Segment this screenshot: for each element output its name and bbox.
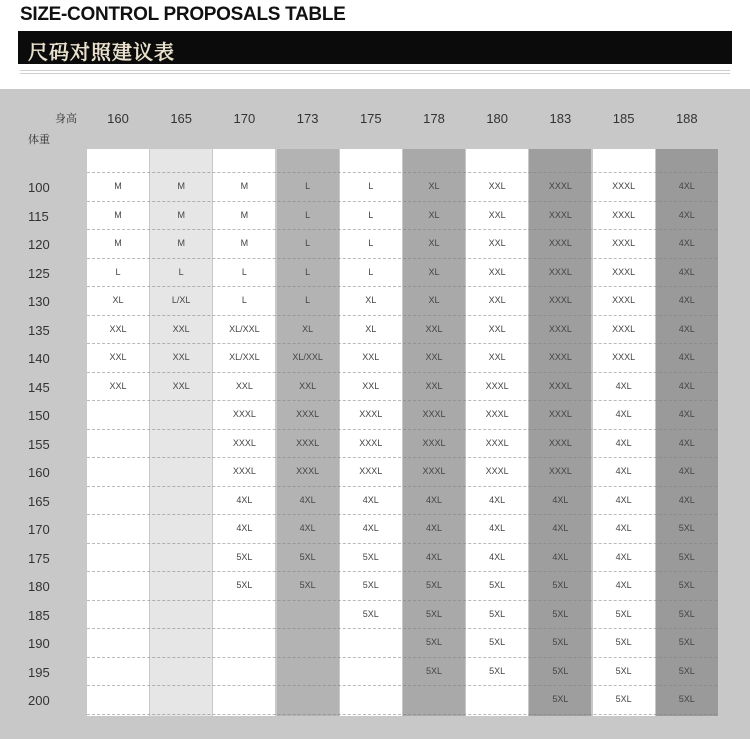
size-cell: 4XL (425, 523, 442, 533)
row-divider (87, 429, 717, 430)
row-divider (87, 315, 717, 316)
size-cell: XXXL (548, 209, 572, 220)
size-cell: 5XL (678, 665, 695, 676)
size-cell: XXXL (548, 323, 572, 334)
size-cell: 5XL (678, 580, 695, 590)
height-header-175: 175 (359, 111, 382, 126)
size-cell: M (240, 181, 249, 191)
size-cell: L (368, 209, 374, 220)
size-cell: M (114, 238, 122, 248)
weight-axis-label: 体重 (28, 133, 50, 146)
size-cell: XL/XXL (229, 352, 260, 362)
size-cell: XXXL (612, 238, 636, 248)
size-cell: 5XL (425, 665, 442, 676)
size-cell: L (305, 181, 311, 191)
size-cell: 5XL (489, 608, 506, 619)
height-axis-label: 身高 (55, 112, 77, 125)
size-cell: XL (365, 295, 377, 305)
row-divider (87, 372, 717, 373)
row-divider (87, 172, 717, 173)
size-cell: XXXL (232, 409, 256, 419)
size-cell: XXXL (612, 323, 636, 334)
size-cell: XXL (488, 209, 506, 220)
weight-label-145: 145 (28, 379, 50, 395)
size-cell: 4XL (678, 409, 695, 419)
size-cell: XXXL (548, 437, 572, 448)
size-cell: 4XL (678, 437, 695, 448)
row-divider (87, 229, 717, 230)
size-cell: L (305, 238, 311, 248)
size-cell: XXL (109, 352, 127, 362)
size-cell: XXL (425, 352, 443, 362)
size-cell: XXL (362, 380, 380, 391)
size-cell: 5XL (552, 665, 569, 676)
size-cell: 5XL (236, 551, 253, 562)
size-cell: XXXL (548, 295, 572, 305)
size-cell: 4XL (552, 523, 569, 533)
size-cell: XXXL (612, 181, 636, 191)
size-cell: L (368, 266, 374, 277)
size-cell: 4XL (299, 494, 316, 505)
size-cell: 4XL (299, 523, 316, 533)
weight-label-170: 170 (28, 522, 50, 537)
weight-label-150: 150 (28, 408, 50, 423)
size-cell: 5XL (615, 637, 632, 647)
size-cell: 4XL (615, 551, 632, 562)
size-cell: XXL (235, 380, 253, 391)
row-divider (87, 486, 717, 487)
row-divider (87, 286, 717, 287)
size-cell: L (368, 238, 374, 248)
size-cell: 5XL (362, 608, 379, 619)
size-cell: 5XL (489, 580, 506, 590)
size-cell: M (240, 209, 249, 220)
row-divider (87, 343, 717, 344)
size-cell: XL (428, 181, 440, 191)
size-cell: XXXL (485, 437, 509, 448)
size-cell: 4XL (678, 380, 695, 391)
size-cell: 5XL (552, 694, 569, 704)
size-cell: 5XL (552, 580, 569, 590)
size-cell: 4XL (678, 494, 695, 505)
size-cell: 4XL (678, 352, 695, 362)
height-header-178: 178 (423, 111, 445, 126)
row-divider (87, 571, 717, 572)
size-cell: 5XL (615, 694, 632, 704)
height-header-170: 170 (233, 111, 256, 126)
weight-label-155: 155 (28, 436, 50, 452)
row-divider (87, 543, 717, 544)
size-cell: XXXL (232, 466, 256, 476)
height-header-160: 160 (107, 111, 129, 126)
height-header-185: 185 (612, 111, 635, 126)
size-cell: XXL (488, 352, 506, 362)
size-cell: 4XL (678, 466, 695, 476)
size-cell: XXL (488, 323, 506, 334)
size-column-180 (466, 149, 528, 716)
size-cell: 4XL (678, 266, 695, 277)
title-banner (18, 31, 732, 64)
size-column-188 (656, 149, 718, 716)
weight-label-120: 120 (28, 237, 50, 252)
size-cell: XXXL (422, 409, 446, 419)
weight-label-195: 195 (28, 664, 50, 680)
weight-label-175: 175 (28, 550, 50, 566)
size-cell: XL (365, 323, 377, 334)
size-cell: M (240, 238, 249, 248)
size-column-173 (277, 149, 339, 716)
size-cell: XXXL (612, 352, 636, 362)
size-cell: 5XL (552, 608, 569, 619)
size-cell: 4XL (425, 494, 442, 505)
weight-label-130: 130 (28, 294, 50, 309)
size-cell: XXL (488, 181, 506, 191)
size-cell: XXXL (485, 466, 509, 476)
size-column-170 (213, 149, 275, 716)
size-column-183 (529, 149, 591, 716)
size-column-185 (593, 149, 655, 716)
weight-label-100: 100 (28, 180, 50, 195)
size-cell: XXL (299, 380, 317, 391)
size-cell: 4XL (615, 380, 632, 391)
size-cell: XXXL (485, 380, 509, 391)
row-divider (87, 514, 717, 515)
size-cell: L/XL (171, 295, 191, 305)
size-cell: M (177, 181, 185, 191)
size-cell: XXXL (548, 352, 572, 362)
size-cell: 4XL (425, 551, 442, 562)
size-cell: XXL (488, 238, 506, 248)
size-cell: XXXL (548, 266, 572, 277)
size-cell: L (305, 295, 311, 305)
size-cell: 4XL (552, 551, 569, 562)
size-cell: 4XL (678, 181, 695, 191)
size-cell: 5XL (552, 637, 569, 647)
row-divider (87, 258, 717, 259)
weight-label-115: 115 (28, 208, 49, 224)
size-cell: XL (428, 209, 440, 220)
size-column-165 (150, 149, 212, 716)
size-cell: XXXL (232, 437, 256, 448)
row-divider (87, 657, 717, 658)
size-cell: XXXL (548, 466, 572, 476)
size-cell: 4XL (362, 523, 379, 533)
size-cell: 5XL (236, 580, 253, 590)
size-cell: XXXL (296, 437, 320, 448)
size-cell: XXL (172, 323, 190, 334)
size-cell: 5XL (678, 694, 695, 704)
size-cell: 4XL (615, 466, 632, 476)
size-cell: 5XL (362, 580, 379, 590)
height-header-183: 183 (549, 111, 572, 126)
size-cell: 4XL (615, 437, 632, 448)
size-cell: XL/XXL (229, 323, 260, 334)
weight-label-200: 200 (28, 693, 50, 708)
size-cell: XXL (425, 323, 443, 334)
size-cell: 4XL (615, 580, 632, 590)
size-cell: 4XL (678, 238, 695, 248)
size-cell: 5XL (678, 523, 695, 533)
size-cell: M (177, 238, 185, 248)
size-cell: XXXL (612, 295, 636, 305)
row-divider (87, 628, 717, 629)
size-cell: XL (302, 323, 314, 334)
size-cell: XXL (362, 352, 380, 362)
size-column-160 (87, 149, 149, 716)
size-cell: 4XL (489, 523, 506, 533)
size-cell: 5XL (299, 551, 316, 562)
size-cell: 4XL (489, 494, 506, 505)
size-cell: XXXL (296, 466, 320, 476)
size-cell: 5XL (425, 608, 442, 619)
size-cell: 5XL (425, 580, 442, 590)
weight-label-185: 185 (28, 607, 50, 623)
size-column-178 (403, 149, 465, 716)
size-cell: L (115, 266, 121, 277)
size-cell: 5XL (678, 608, 695, 619)
weight-label-165: 165 (28, 493, 50, 509)
size-cell: 5XL (489, 637, 506, 647)
size-cell: XXL (109, 323, 127, 334)
row-divider (87, 457, 717, 458)
size-cell: XXXL (422, 466, 446, 476)
weight-label-140: 140 (28, 351, 50, 366)
weight-label-160: 160 (28, 465, 50, 480)
row-divider (87, 685, 717, 686)
size-cell: 5XL (678, 551, 695, 562)
height-header-165: 165 (170, 111, 193, 126)
size-cell: XXXL (548, 380, 572, 391)
size-cell: L (305, 266, 311, 277)
size-cell: 5XL (489, 665, 506, 676)
size-cell: 5XL (615, 608, 632, 619)
size-cell: 5XL (299, 580, 316, 590)
size-cell: 4XL (489, 551, 506, 562)
decorative-rule (20, 70, 730, 75)
size-cell: 5XL (615, 665, 632, 676)
size-cell: L (241, 266, 247, 277)
size-cell: XL (112, 295, 124, 305)
size-cell: 4XL (678, 209, 695, 220)
size-cell: XXL (172, 380, 190, 391)
size-cell: XXXL (485, 409, 509, 419)
size-cell: XXXL (359, 409, 383, 419)
page-title: SIZE-CONTROL PROPOSALS TABLE (20, 4, 346, 25)
weight-label-180: 180 (28, 579, 50, 594)
size-cell: XXXL (548, 409, 572, 419)
size-cell: L (305, 209, 311, 220)
row-divider (87, 600, 717, 601)
size-cell: 5XL (678, 637, 695, 647)
size-cell: XL (428, 266, 440, 277)
size-cell: 4XL (678, 323, 695, 334)
size-cell: 4XL (615, 494, 632, 505)
size-cell: XL/XXL (292, 352, 323, 362)
height-header-180: 180 (486, 111, 509, 126)
size-cell: XXXL (612, 209, 636, 220)
size-cell: XXXL (359, 437, 383, 448)
height-header-173: 173 (296, 111, 319, 126)
size-cell: 4XL (615, 409, 632, 419)
size-cell: 4XL (615, 523, 632, 533)
size-cell: XXL (172, 352, 190, 362)
size-cell: M (177, 209, 185, 220)
size-cell: XXL (488, 266, 506, 277)
size-cell: M (114, 209, 122, 220)
weight-label-190: 190 (28, 636, 50, 651)
size-cell: XXXL (359, 466, 383, 476)
size-cell: L (368, 181, 374, 191)
size-cell: XXXL (422, 437, 446, 448)
row-divider (87, 714, 717, 715)
size-cell: XXL (488, 295, 506, 305)
size-cell: 5XL (362, 551, 379, 562)
size-cell: L (241, 295, 247, 305)
size-cell: XXXL (548, 238, 572, 248)
size-cell: XXXL (548, 181, 572, 191)
size-cell: 4XL (678, 295, 695, 305)
row-divider (87, 400, 717, 401)
size-column-175 (340, 149, 402, 716)
size-cell: 4XL (362, 494, 379, 505)
size-cell: 5XL (425, 637, 442, 647)
chinese-title: 尺码对照建议表 (28, 40, 175, 64)
size-cell: 4XL (236, 523, 253, 533)
height-header-188: 188 (675, 111, 698, 126)
weight-label-135: 135 (28, 322, 50, 338)
size-cell: L (178, 266, 184, 277)
weight-label-125: 125 (28, 265, 50, 281)
size-cell: XXXL (612, 266, 636, 277)
size-cell: XXL (425, 380, 443, 391)
size-cell: 4XL (552, 494, 569, 505)
size-cell: 4XL (236, 494, 253, 505)
size-cell: XXXL (296, 409, 320, 419)
size-cell: M (114, 181, 122, 191)
size-cell: XXL (109, 380, 127, 391)
row-divider (87, 201, 717, 202)
size-cell: XL (428, 295, 440, 305)
size-cell: XL (428, 238, 440, 248)
